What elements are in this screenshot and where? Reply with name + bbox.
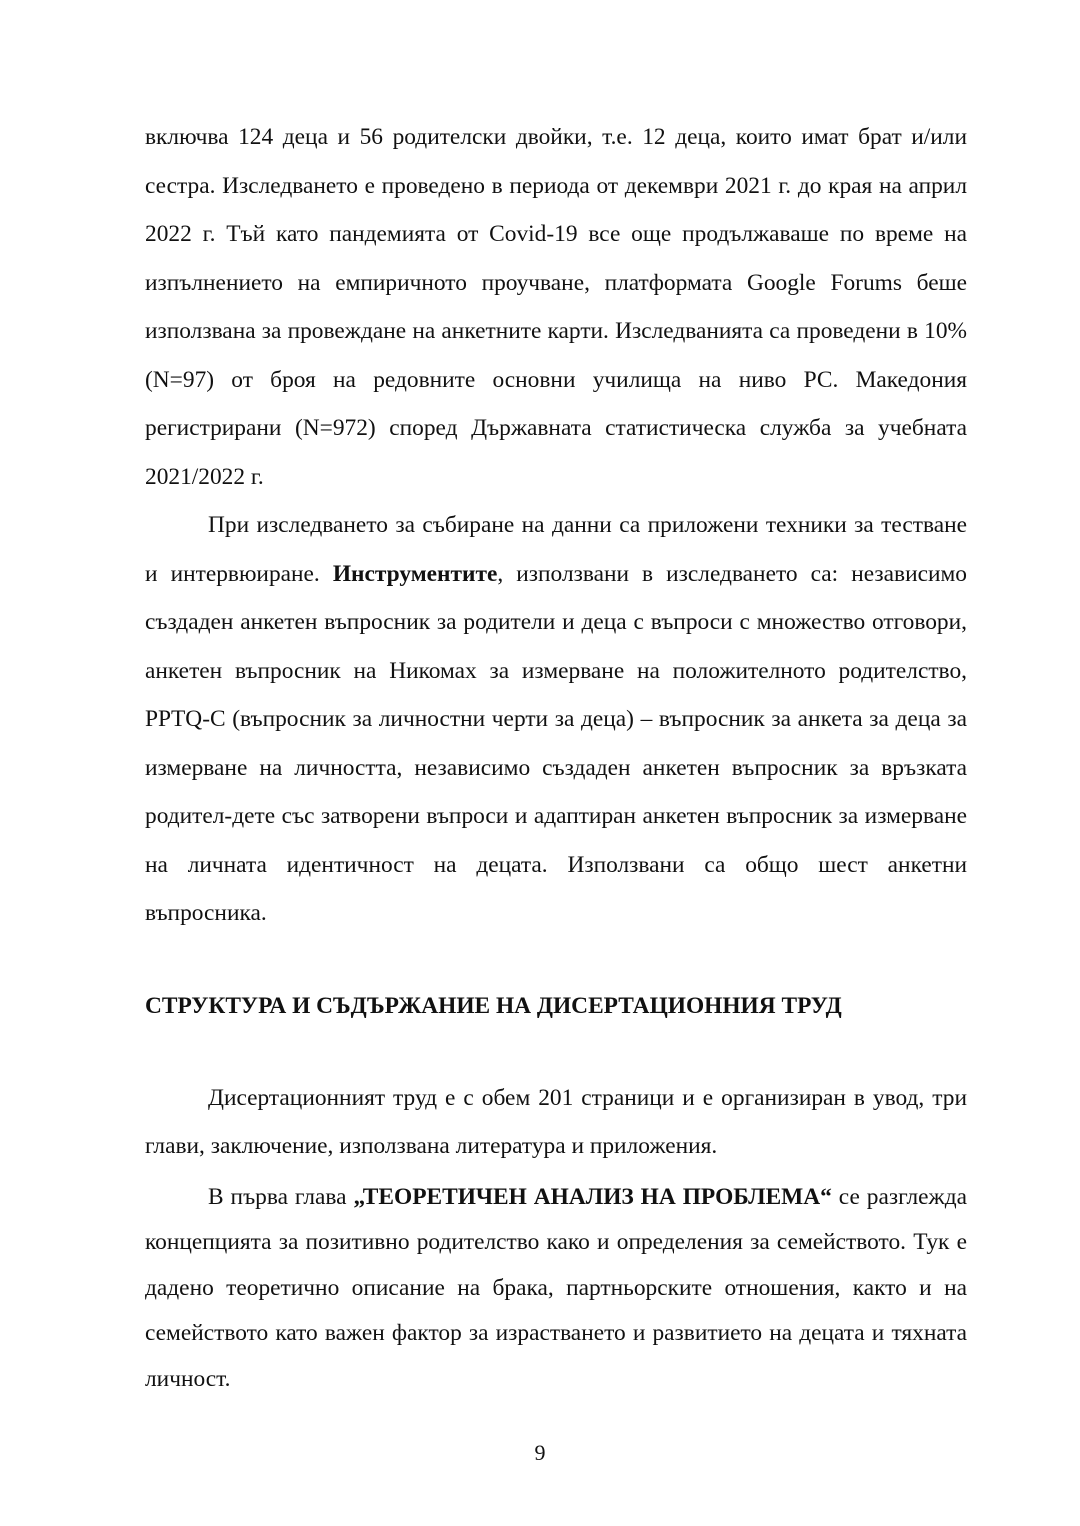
paragraph-instruments-body: , използвани в изследването са: независимо създаден анкетен въпросник за родители и деца с въпроси с множество отговори, анкетен въпросник на Никомах за измерване на положителното родителство, PPTQ-C (въпросник за личностни черти за деца) – въпросник за анкета за деца за измерване на личността, независимо създаден анкетен въпросник за връзката родител-дете със затворени въпроси и адаптиран анкетен въпросник за измерване на личната идентичност на децата. Използвани са общо шест анкетни въпросника. xyxy=(145,560,967,926)
paragraph-sample-description: включва 124 деца и 56 родителски двойки, т.е. 12 деца, които имат брат и/или сестра. Изследването е проведено в периода от декември 2021 г. до края на април 2022 г. Тъй като пандемията от Covid-19 все още продължаваше по време на изпълнението на емпиричното проучване, платформата Google Forums беше използвана за провеждане на анкетните карти. Изследванията са проведени в 10% (N=97) от броя на редовните основни училища на ниво РС. Македония регистрирани (N=972) според Държавната статистическа служба за учебната 2021/2022 г. xyxy=(145,124,967,490)
paragraph-chapter-one xyxy=(145,1175,967,1403)
section-heading: СТРУКТУРА И СЪДЪРЖАНИЕ НА ДИСЕРТАЦИОННИЯ ТРУД xyxy=(145,992,842,1019)
paragraph-structure: Дисертационният труд е с обем 201 страници и е организиран в увод, три глави, заключение, използвана литература и приложения. xyxy=(145,1084,967,1159)
paragraph-chapter-one-intro: В първа глава xyxy=(208,1183,354,1210)
document-page xyxy=(145,113,967,1402)
paragraph-chapter-one-body: се разглежда концепцията за позитивно родителство како и определения за семейството. Тук е дадено теоретично описание на брака, партньорските отношения, както и на семейството като важен фактор за израстването и развитието на децата и тяхната личност. xyxy=(145,1183,968,1392)
instruments-term: Инструментите xyxy=(332,560,498,587)
paragraph-instruments xyxy=(145,501,967,938)
chapter-one-title: „ТЕОРЕТИЧЕН АНАЛИЗ НА ПРОБЛЕМА“ xyxy=(353,1183,832,1210)
page-number: 9 xyxy=(534,1440,546,1465)
paragraph-instruments-intro: При изследването за събиране на данни са приложени техники за тестване и интервюиране. xyxy=(145,512,967,587)
